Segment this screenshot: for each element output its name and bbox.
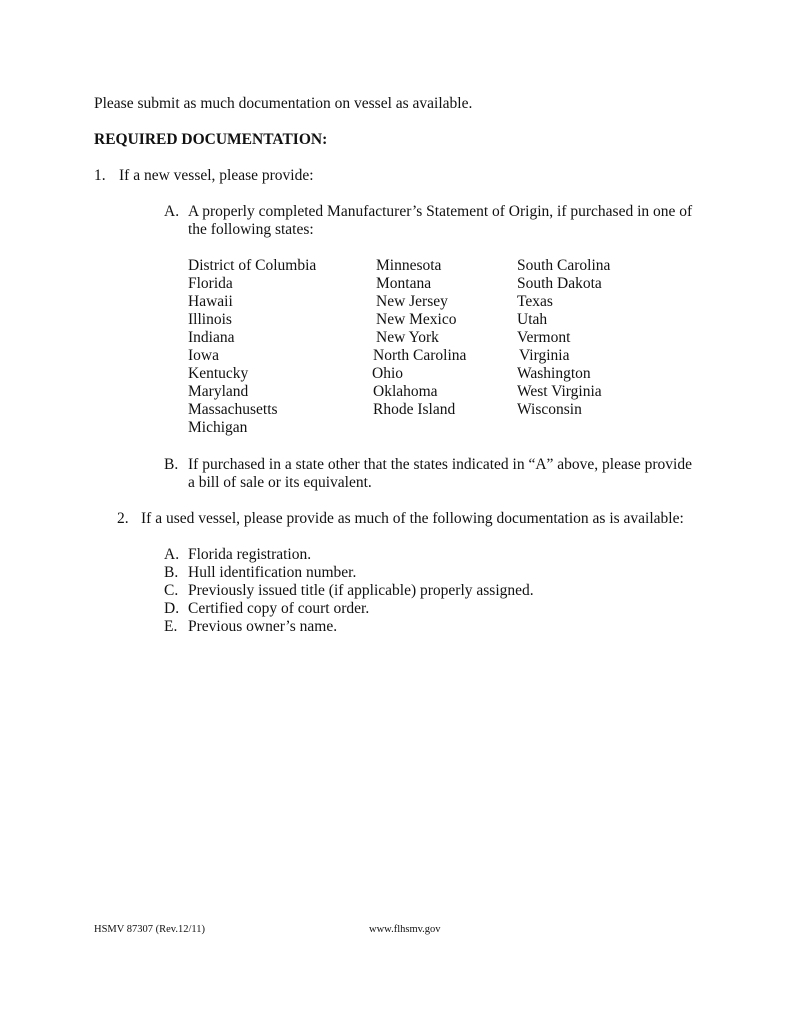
- list-item-letter: B.: [164, 564, 179, 581]
- section-heading: REQUIRED DOCUMENTATION:: [94, 131, 328, 148]
- item-1b-line-1: If purchased in a state other that the states indicated in “A” above, please provide: [188, 456, 692, 473]
- item-1a-line-1: A properly completed Manufacturer’s Statement of Origin, if purchased in one of: [188, 203, 693, 220]
- form-number: HSMV 87307 (Rev.12/11): [94, 924, 206, 935]
- list-item-text: Previous owner’s name.: [188, 618, 338, 635]
- list-item-letter: D.: [164, 600, 180, 617]
- state-name: Indiana: [188, 329, 235, 346]
- list-item-text: Hull identification number.: [188, 564, 357, 581]
- item-1b-letter: B.: [164, 456, 179, 473]
- state-name: Texas: [517, 293, 553, 310]
- item-1b-line-2: a bill of sale or its equivalent.: [188, 474, 372, 491]
- list-item-text: Florida registration.: [188, 546, 312, 563]
- state-name: New Jersey: [376, 293, 448, 310]
- state-name: Maryland: [188, 383, 249, 400]
- state-name: Rhode Island: [373, 401, 456, 418]
- list-item-letter: A.: [164, 546, 180, 563]
- state-name: New Mexico: [376, 311, 457, 328]
- item-2-text: If a used vessel, please provide as much of the following documentation as is available:: [141, 510, 684, 527]
- state-name: Minnesota: [376, 257, 442, 274]
- state-name: Utah: [517, 311, 548, 328]
- state-name: North Carolina: [373, 347, 467, 364]
- state-name: Virginia: [519, 347, 570, 364]
- item-1a-line-2: the following states:: [188, 221, 314, 238]
- state-name: Hawaii: [188, 293, 233, 310]
- state-name: Kentucky: [188, 365, 249, 382]
- list-item-letter: C.: [164, 582, 179, 599]
- state-name: South Carolina: [517, 257, 611, 274]
- state-name: Massachusetts: [188, 401, 278, 418]
- state-name: Oklahoma: [373, 383, 438, 400]
- item-1a-letter: A.: [164, 203, 180, 220]
- state-name: Montana: [376, 275, 432, 292]
- state-name: West Virginia: [517, 383, 602, 400]
- state-name: Ohio: [372, 365, 403, 382]
- list-item-text: Certified copy of court order.: [188, 600, 370, 617]
- item-2-number: 2.: [117, 510, 129, 527]
- state-name: Michigan: [188, 419, 248, 436]
- state-name: Iowa: [188, 347, 219, 364]
- list-item-text: Previously issued title (if applicable) properly assigned.: [188, 582, 534, 599]
- state-name: New York: [376, 329, 439, 346]
- state-name: South Dakota: [517, 275, 602, 292]
- state-name: District of Columbia: [188, 257, 317, 274]
- state-name: Illinois: [188, 311, 232, 328]
- state-name: Florida: [188, 275, 233, 292]
- item-1-number: 1.: [94, 167, 106, 184]
- list-item-letter: E.: [164, 618, 178, 635]
- intro-text: Please submit as much documentation on vessel as available.: [94, 95, 473, 112]
- website-text: www.flhsmv.gov: [369, 924, 441, 935]
- state-name: Wisconsin: [517, 401, 582, 418]
- item-1-text: If a new vessel, please provide:: [119, 167, 314, 184]
- state-name: Washington: [517, 365, 591, 382]
- state-name: Vermont: [517, 329, 571, 346]
